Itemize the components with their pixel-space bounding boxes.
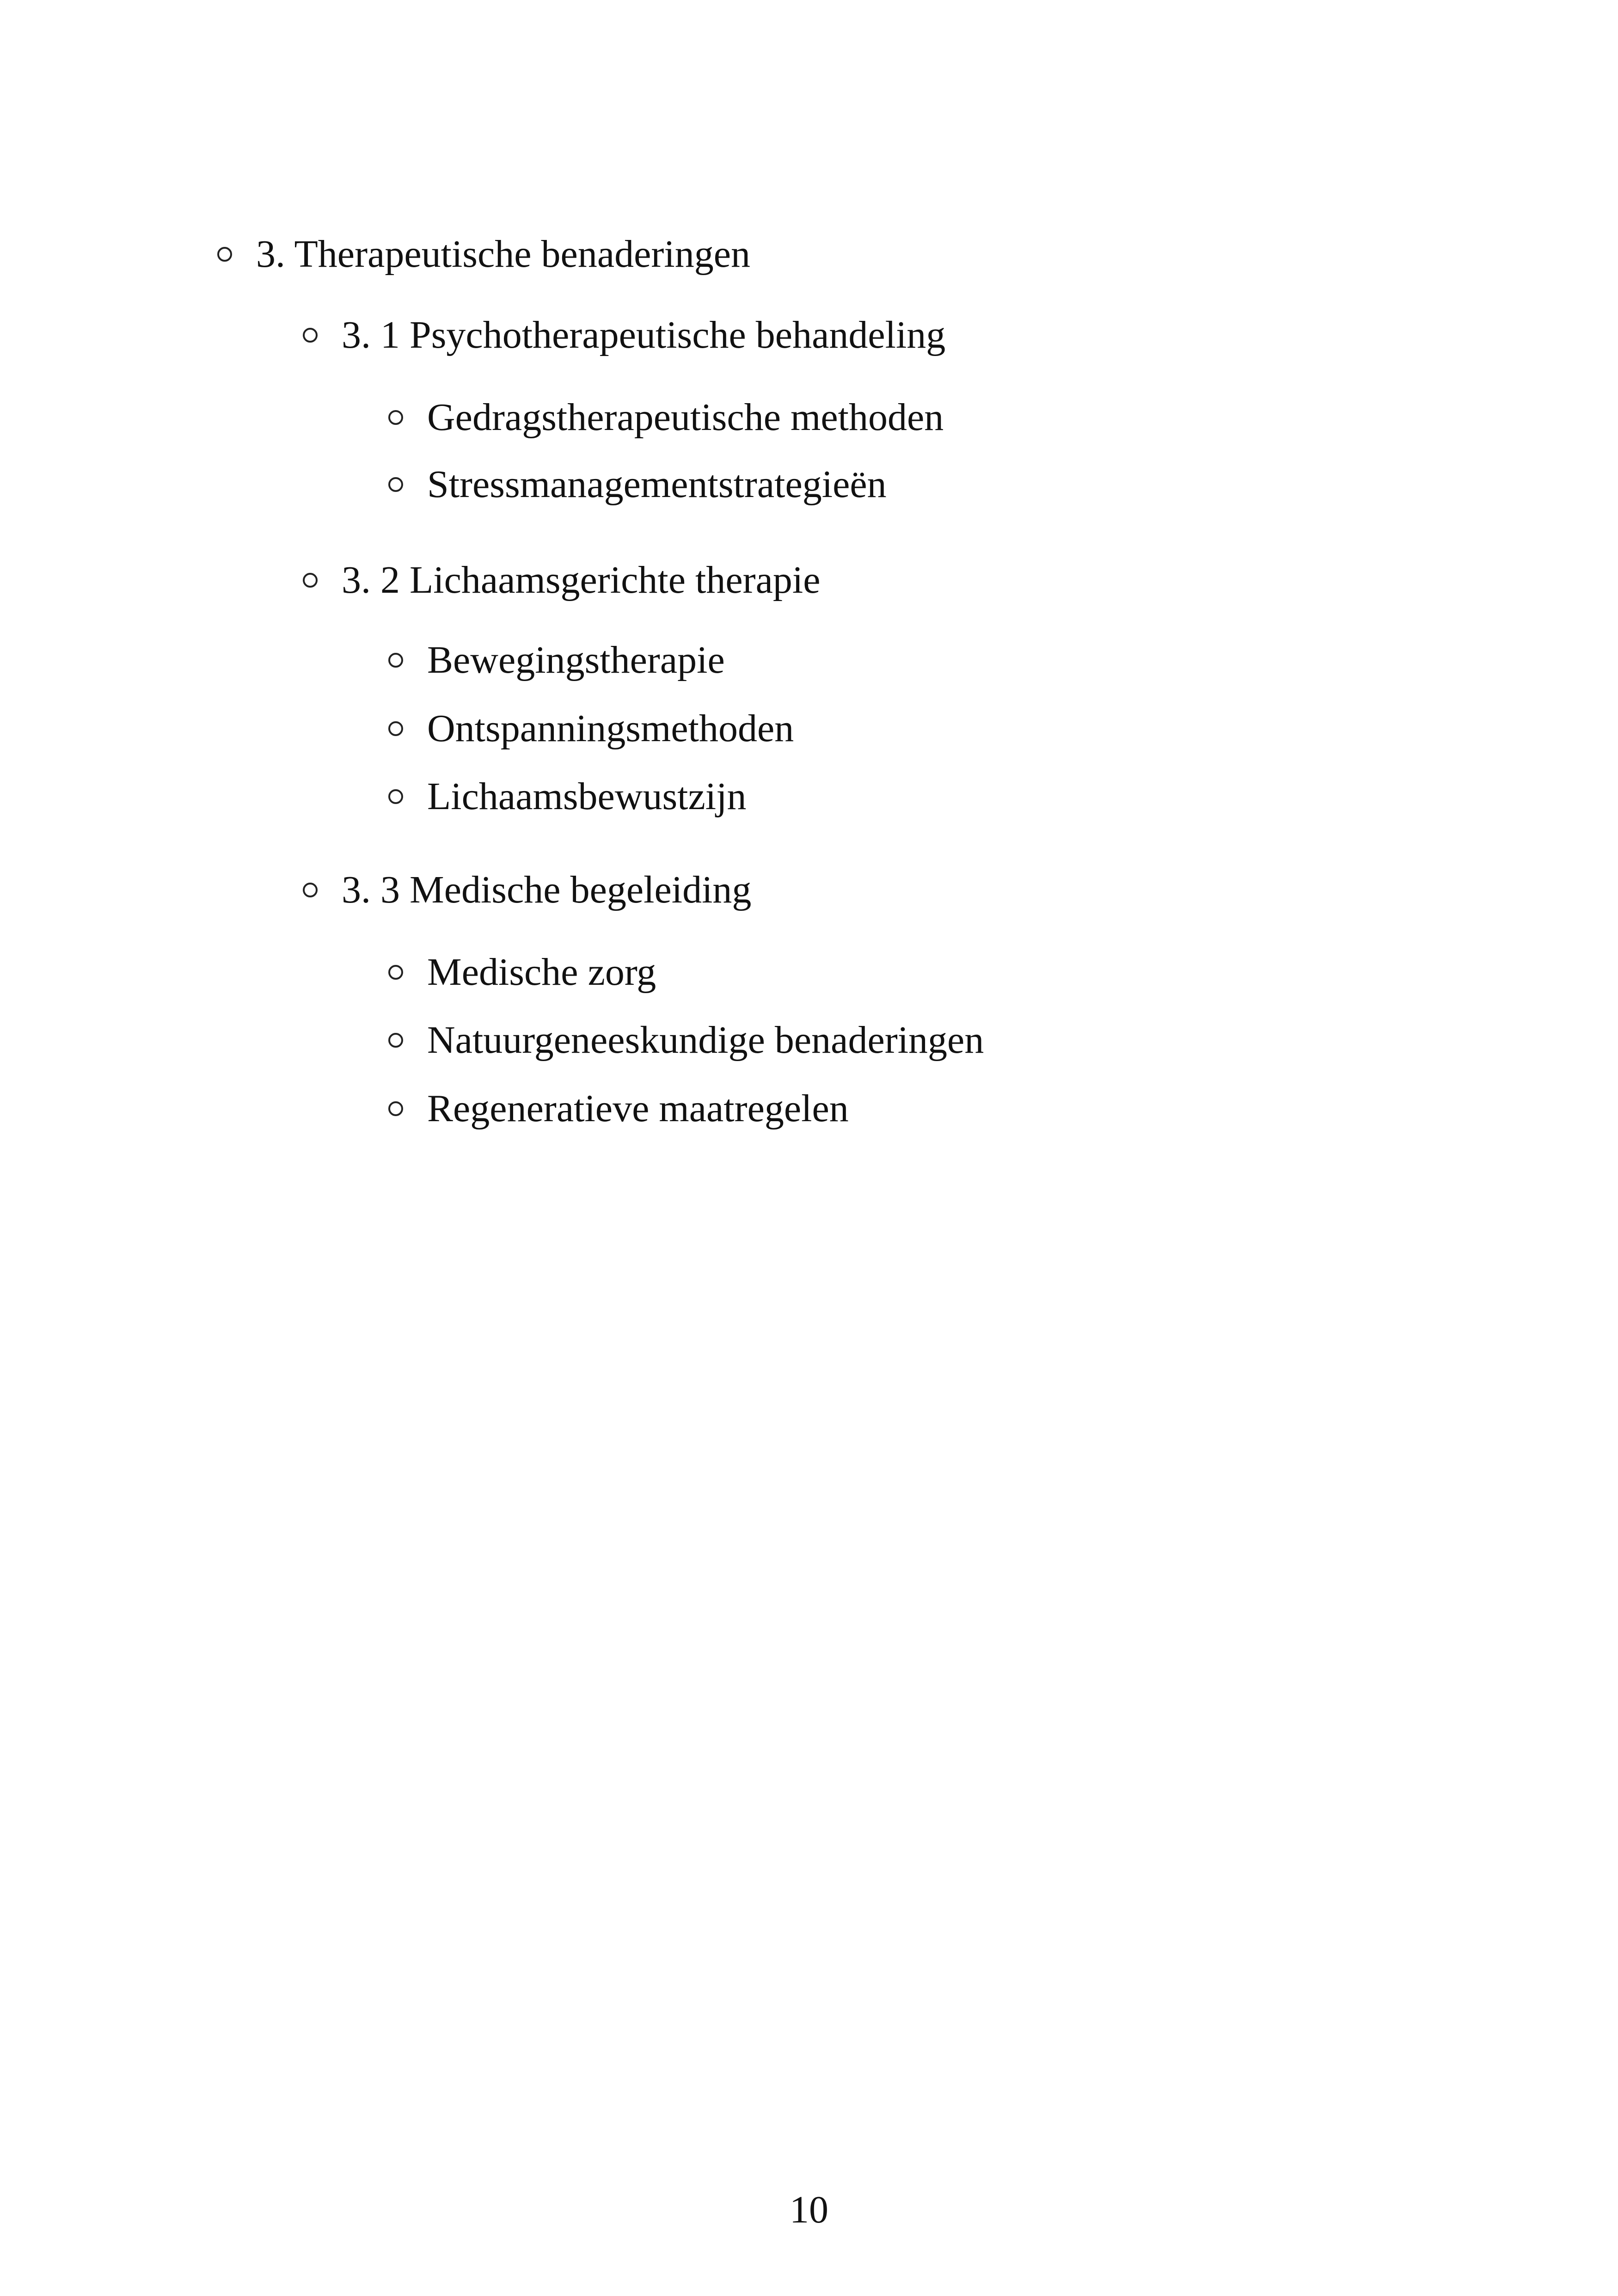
list-item: Ontspanningsmethoden [427, 707, 794, 750]
list-item: Bewegingstherapie [427, 638, 725, 681]
list-item: Stressmanagementstrategieën [427, 463, 887, 506]
outline-item-level1 [217, 231, 750, 277]
list-item: Gedragstherapeutische methoden [427, 396, 944, 439]
section-title: 3. 3 Medische begeleiding [342, 868, 752, 911]
outline-item-level3 [388, 1086, 849, 1132]
outline-item-level2 [303, 557, 821, 603]
hollow-circle-bullet-icon [388, 653, 403, 668]
outline-heading: 3. Therapeutische benaderingen [256, 233, 750, 276]
hollow-circle-bullet-icon [303, 573, 318, 588]
outline-item-level3 [388, 637, 725, 683]
outline-item-level3 [388, 1017, 984, 1063]
hollow-circle-bullet-icon [388, 721, 403, 736]
hollow-circle-bullet-icon [388, 965, 403, 980]
page-number: 10 [790, 2188, 828, 2231]
hollow-circle-bullet-icon [217, 247, 232, 262]
section-title: 3. 2 Lichaamsgerichte therapie [342, 559, 821, 602]
hollow-circle-bullet-icon [388, 477, 403, 492]
hollow-circle-bullet-icon [388, 1033, 403, 1048]
outline-item-level3 [388, 394, 944, 441]
hollow-circle-bullet-icon [388, 789, 403, 804]
outline-item-level2 [303, 312, 945, 358]
hollow-circle-bullet-icon [303, 328, 318, 343]
outline-item-level3 [388, 461, 887, 508]
list-item: Regeneratieve maatregelen [427, 1087, 849, 1130]
list-item: Medische zorg [427, 951, 656, 994]
list-item: Lichaamsbewustzijn [427, 775, 747, 818]
hollow-circle-bullet-icon [388, 1101, 403, 1116]
outline-item-level2 [303, 867, 751, 913]
hollow-circle-bullet-icon [388, 410, 403, 425]
hollow-circle-bullet-icon [303, 883, 318, 897]
outline-item-level3 [388, 706, 794, 752]
section-title: 3. 1 Psychotherapeutische behandeling [342, 313, 946, 356]
list-item: Natuurgeneeskundige benaderingen [427, 1019, 984, 1062]
outline-item-level3 [388, 774, 746, 820]
outline-item-level3 [388, 949, 656, 995]
